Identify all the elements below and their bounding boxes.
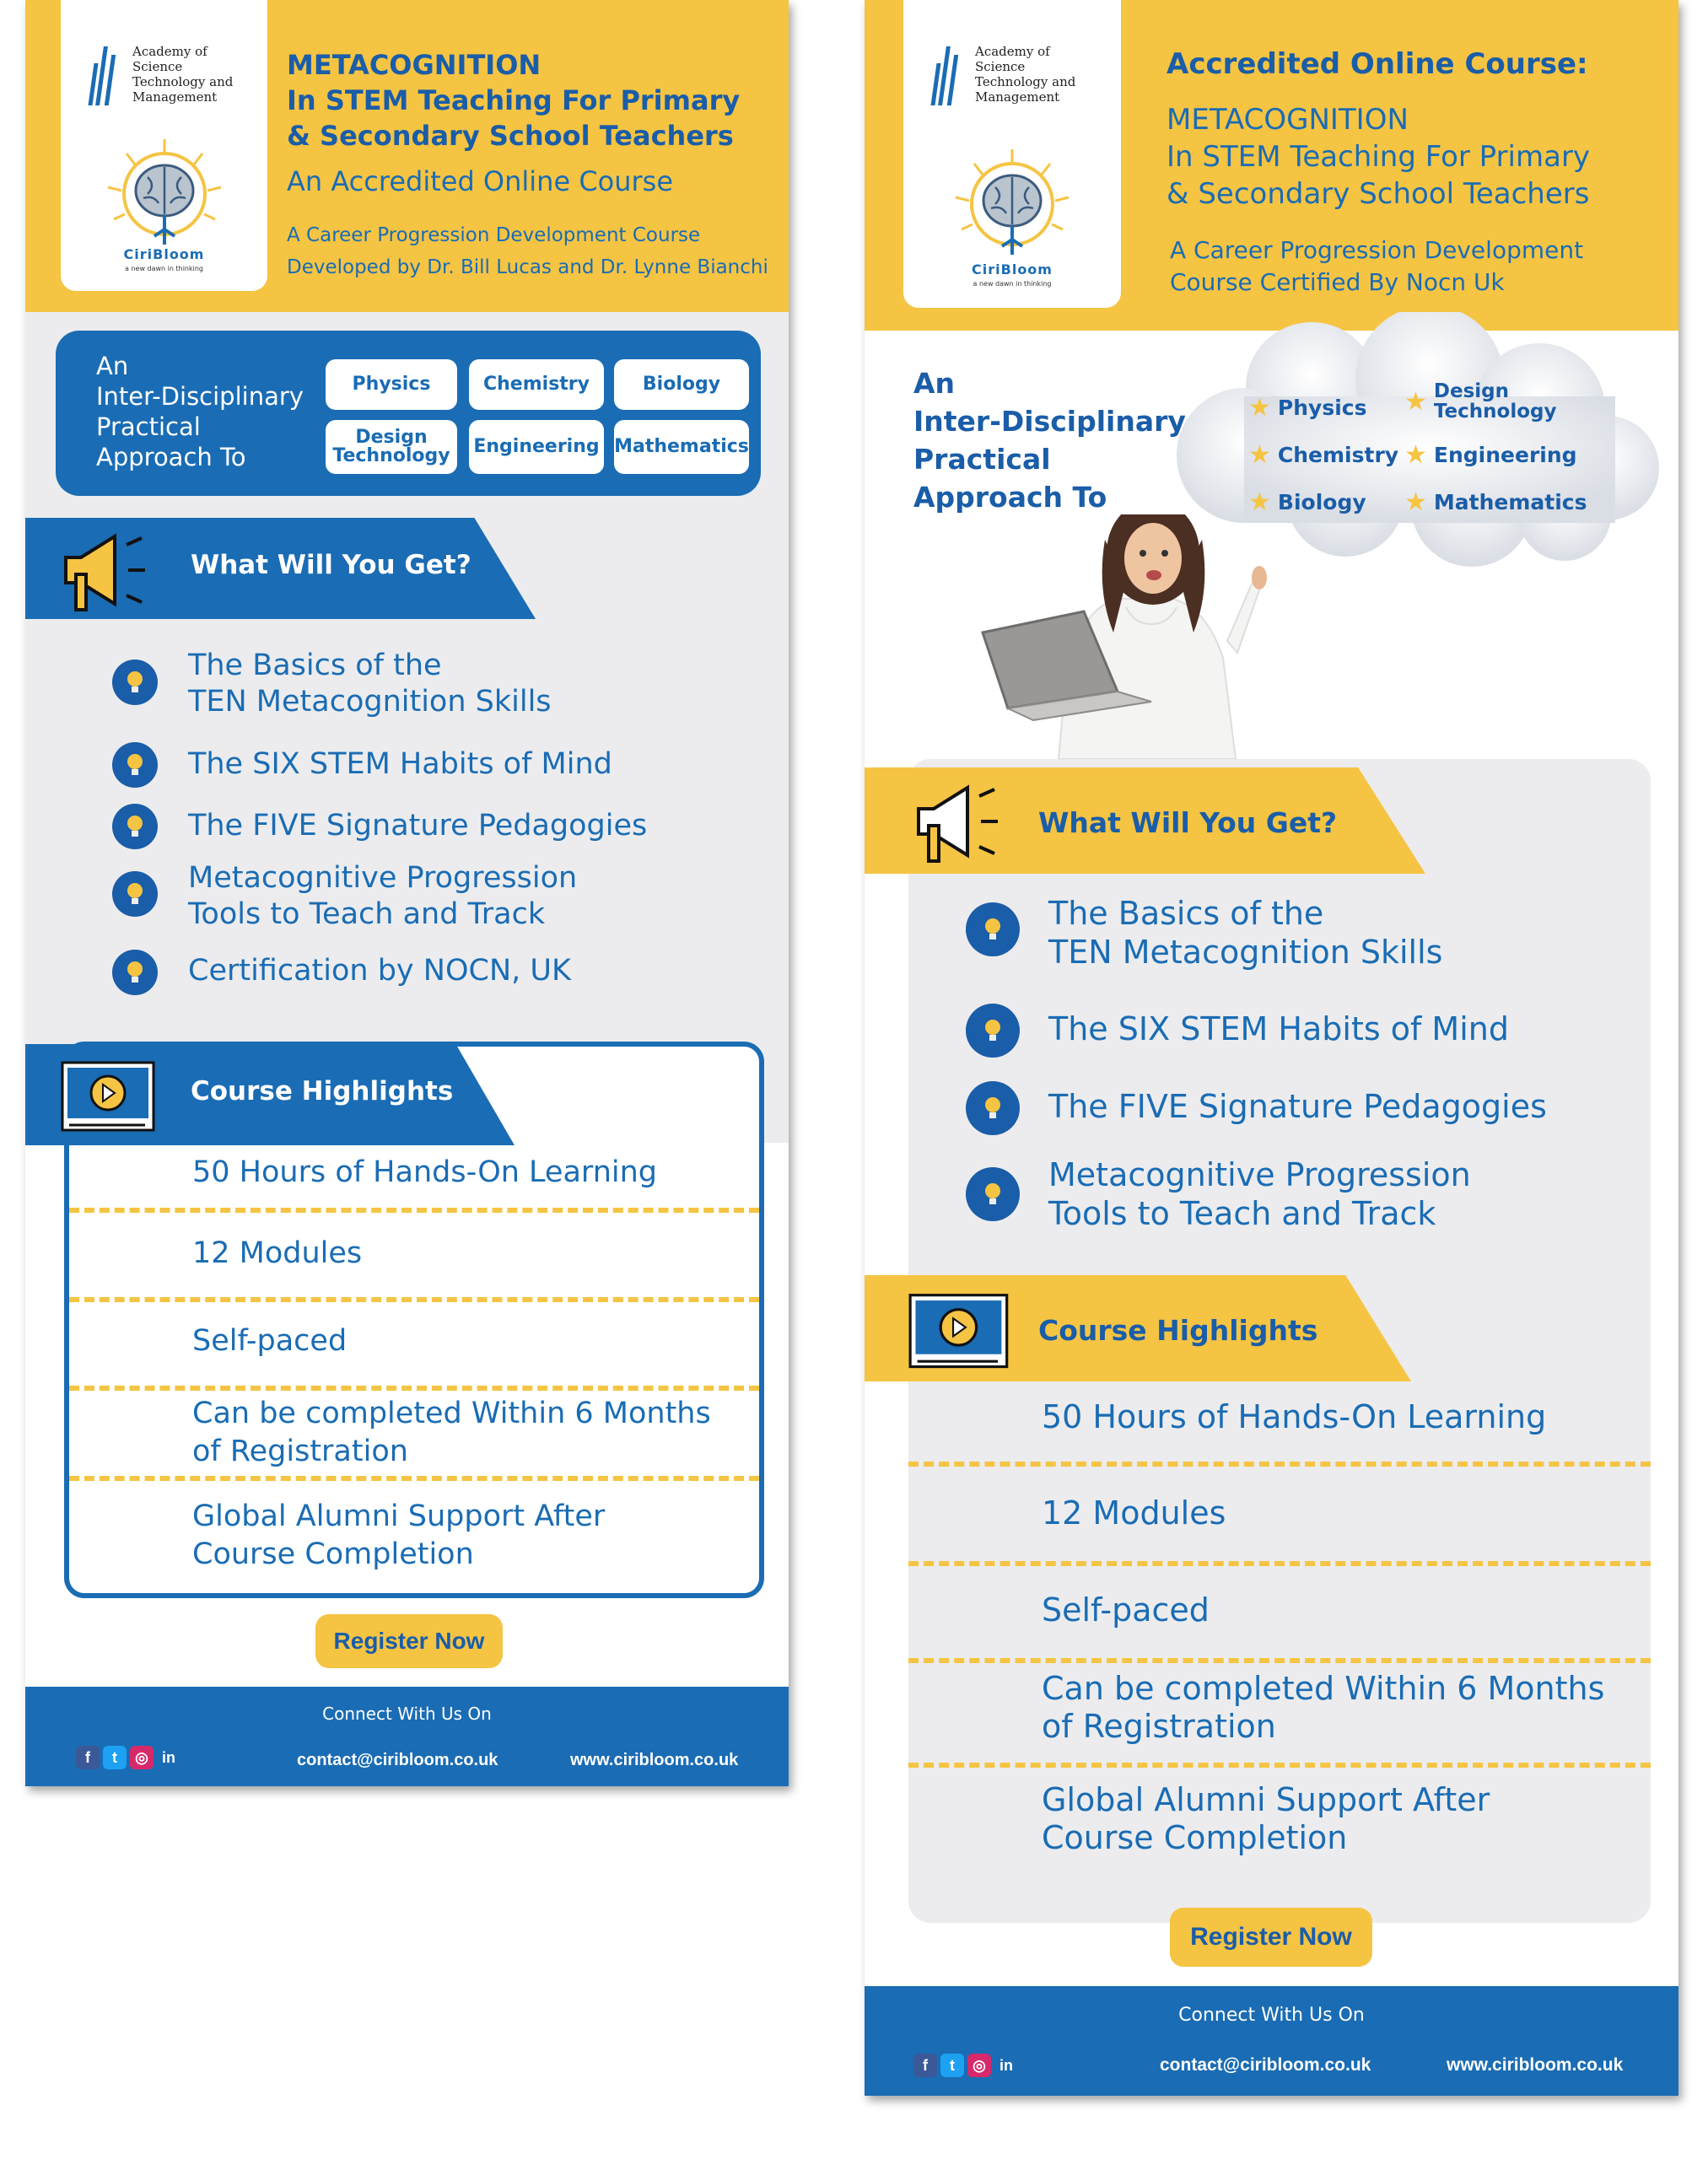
social-links [76, 1746, 180, 1769]
dashed-divider [69, 1476, 759, 1481]
connect-label: Connect With Us On [1178, 2005, 1365, 2026]
academy-name: Academy of Science Technology and Management [132, 44, 234, 105]
benefit-item: The SIX STEM Habits of Mind [1048, 1010, 1509, 1047]
dashed-divider [908, 1462, 1651, 1467]
approach-text [96, 351, 304, 472]
title-line: & Secondary School Teachers [287, 120, 734, 152]
lightbulb-icon [112, 660, 158, 705]
subject-pill: Engineering [469, 420, 604, 474]
website-link[interactable]: www.ciribloom.co.uk [570, 1751, 739, 1769]
star-icon: ★ [1248, 440, 1271, 470]
dashed-divider [69, 1386, 759, 1391]
flyer-variant-b [865, 0, 1678, 2096]
footer [25, 1687, 789, 1786]
star-icon: ★ [1404, 440, 1427, 470]
course-title [1167, 101, 1590, 213]
highlight-line: Course Completion [192, 1537, 474, 1571]
ciribloom-brain-icon [101, 135, 228, 261]
benefit-item [188, 648, 552, 720]
description-line: A Career Progression Development Course [287, 224, 701, 246]
facebook-icon[interactable]: f [913, 2054, 937, 2077]
lightbulb-icon [112, 950, 158, 995]
benefit-item: The FIVE Signature Pedagogies [188, 809, 648, 843]
star-icon: ★ [1248, 393, 1271, 423]
highlight-item [1042, 1781, 1490, 1857]
lightbulb-icon [966, 1167, 1020, 1221]
cloud-subject-label: Design Technology [1433, 380, 1557, 423]
what-heading: What Will You Get? [1038, 806, 1338, 839]
dashed-divider [908, 1658, 1651, 1663]
highlight-item [192, 1395, 711, 1471]
benefit-line: Metacognitive Progression [1048, 1156, 1471, 1193]
logo-card [903, 0, 1121, 308]
lightbulb-icon [112, 871, 158, 917]
subject-pill: Physics [326, 359, 457, 410]
star-icon: ★ [1404, 487, 1427, 517]
benefit-item: Certification by NOCN, UK [188, 954, 571, 988]
highlight-item: 50 Hours of Hands-On Learning [1042, 1398, 1547, 1435]
linkedin-icon[interactable]: in [162, 1748, 175, 1766]
highlights-heading: Course Highlights [1038, 1314, 1318, 1347]
approach-line: Inter-Disciplinary [96, 382, 304, 411]
highlight-line: Can be completed Within 6 Months [192, 1397, 711, 1430]
title-line: In STEM Teaching For Primary [1167, 140, 1591, 174]
lightbulb-icon [966, 1004, 1020, 1058]
facebook-icon[interactable]: f [76, 1746, 100, 1769]
highlight-line: Global Alumni Support After [192, 1499, 606, 1533]
brand-tagline: a new dawn in thinking [973, 280, 1052, 288]
highlights-banner [25, 1044, 515, 1145]
benefit-line: The Basics of the [1048, 895, 1324, 932]
dashed-divider [908, 1561, 1651, 1566]
title-line: METACOGNITION [287, 49, 541, 81]
brand-name: CiriBloom [123, 246, 205, 262]
brand-tagline: a new dawn in thinking [125, 265, 203, 272]
benefit-line: Tools to Teach and Track [188, 897, 546, 931]
benefit-item: The FIVE Signature Pedagogies [1048, 1088, 1547, 1125]
megaphone-icon [57, 528, 167, 621]
approach-line: An [96, 352, 129, 380]
register-now-button[interactable]: Register Now [315, 1614, 503, 1668]
lightbulb-icon [966, 1081, 1020, 1135]
approach-line: An [913, 367, 956, 400]
cloud-subject-label: Mathematics [1433, 490, 1587, 514]
cloud-subject-label: Engineering [1433, 443, 1577, 467]
cloud-subject [1248, 487, 1366, 517]
highlight-line: of Registration [192, 1435, 408, 1468]
title-line: METACOGNITION [1167, 103, 1409, 137]
cloud-subject-label: Biology [1277, 490, 1366, 514]
register-now-button[interactable]: Register Now [1170, 1908, 1372, 1967]
benefit-line: Tools to Teach and Track [1048, 1195, 1436, 1232]
course-title [287, 47, 740, 153]
description-line: Course Certified By Nocn Uk [1170, 268, 1505, 296]
benefit-item: The SIX STEM Habits of Mind [188, 747, 612, 781]
course-heading: Accredited Online Course: [1167, 47, 1588, 81]
logo-card [61, 0, 267, 291]
benefit-item [188, 860, 577, 933]
dashed-divider [908, 1763, 1651, 1768]
highlight-line: Course Completion [1042, 1819, 1348, 1856]
social-links [913, 2054, 1018, 2077]
linkedin-icon[interactable]: in [999, 2056, 1013, 2074]
course-description [1170, 234, 1583, 299]
cloud-subject [1404, 381, 1569, 422]
subjects-box [56, 331, 761, 496]
highlight-item: 50 Hours of Hands-On Learning [192, 1155, 657, 1189]
footer [865, 1986, 1678, 2096]
benefit-line: TEN Metacognition Skills [1048, 934, 1443, 971]
star-icon: ★ [1404, 386, 1427, 417]
highlight-line: Can be completed Within 6 Months [1042, 1670, 1605, 1707]
approach-line: Practical [913, 443, 1051, 476]
benefit-line: The Basics of the [188, 649, 442, 682]
cloud-subject [1248, 440, 1398, 470]
cloud-subject [1404, 440, 1577, 470]
approach-line: Approach To [913, 481, 1107, 514]
highlight-item: 12 Modules [192, 1236, 363, 1270]
subject-pill: Chemistry [469, 359, 604, 410]
highlights-heading: Course Highlights [191, 1076, 454, 1106]
benefit-line: TEN Metacognition Skills [188, 685, 552, 719]
highlight-item: Self-paced [1042, 1591, 1210, 1629]
description-line: A Career Progression Development [1170, 236, 1584, 264]
benefit-item [1048, 1155, 1471, 1233]
contact-email[interactable]: contact@ciribloom.co.uk [1160, 2055, 1371, 2075]
academy-name: Academy of Science Technology and Management [975, 44, 1076, 105]
course-description [287, 219, 768, 283]
connect-label: Connect With Us On [322, 1704, 492, 1724]
brand-name: CiriBloom [972, 261, 1053, 277]
highlight-line: of Registration [1042, 1708, 1276, 1745]
instagram-icon[interactable]: ◎ [130, 1746, 154, 1769]
academy-logo-icon [934, 46, 967, 105]
subject-pill: Mathematics [614, 420, 749, 474]
description-line: Developed by Dr. Bill Lucas and Dr. Lynne Bianchi [287, 256, 768, 278]
contact-email[interactable]: contact@ciribloom.co.uk [297, 1751, 498, 1769]
approach-line: Practical [96, 412, 201, 441]
lightbulb-icon [112, 742, 158, 788]
highlight-item: 12 Modules [1042, 1494, 1226, 1532]
star-icon: ★ [1248, 487, 1271, 517]
approach-line: Approach To [96, 443, 246, 471]
what-heading: What Will You Get? [191, 550, 471, 580]
course-subtitle: An Accredited Online Course [287, 165, 674, 197]
subject-pill: Biology [614, 359, 749, 410]
megaphone-icon [910, 779, 1020, 872]
what-banner [865, 767, 1425, 874]
subject-pill: Design Technology [326, 420, 457, 474]
lightbulb-icon [112, 804, 158, 849]
benefit-line: Metacognitive Progression [188, 861, 578, 895]
twitter-icon[interactable]: t [103, 1746, 127, 1769]
lightbulb-icon [966, 902, 1020, 956]
video-player-icon [908, 1287, 1011, 1371]
title-line: In STEM Teaching For Primary [287, 84, 741, 116]
highlights-banner [865, 1275, 1411, 1381]
what-banner [25, 518, 536, 619]
flyer-variant-a [25, 0, 789, 1786]
title-line: & Secondary School Teachers [1167, 177, 1590, 211]
highlight-item [192, 1498, 605, 1574]
ciribloom-brain-icon [949, 145, 1075, 272]
website-link[interactable]: www.ciribloom.co.uk [1447, 2055, 1624, 2075]
dashed-divider [69, 1208, 759, 1213]
woman-with-laptop-illustration [957, 514, 1328, 759]
video-player-icon [61, 1056, 158, 1133]
highlight-item: Self-paced [192, 1324, 348, 1358]
instagram-icon[interactable]: ◎ [967, 2054, 991, 2077]
academy-logo-icon [91, 46, 125, 105]
cloud-subject-label: Chemistry [1277, 443, 1399, 467]
benefit-item [1048, 894, 1442, 972]
highlight-item [1042, 1670, 1604, 1746]
approach-text [913, 364, 1186, 516]
approach-line: Inter-Disciplinary [913, 405, 1186, 438]
dashed-divider [69, 1297, 759, 1302]
highlight-line: Global Alumni Support After [1042, 1781, 1490, 1818]
cloud-subject [1248, 393, 1366, 423]
cloud-subject-label: Physics [1277, 396, 1367, 420]
cloud-subject [1404, 487, 1587, 517]
twitter-icon[interactable]: t [940, 2054, 964, 2077]
